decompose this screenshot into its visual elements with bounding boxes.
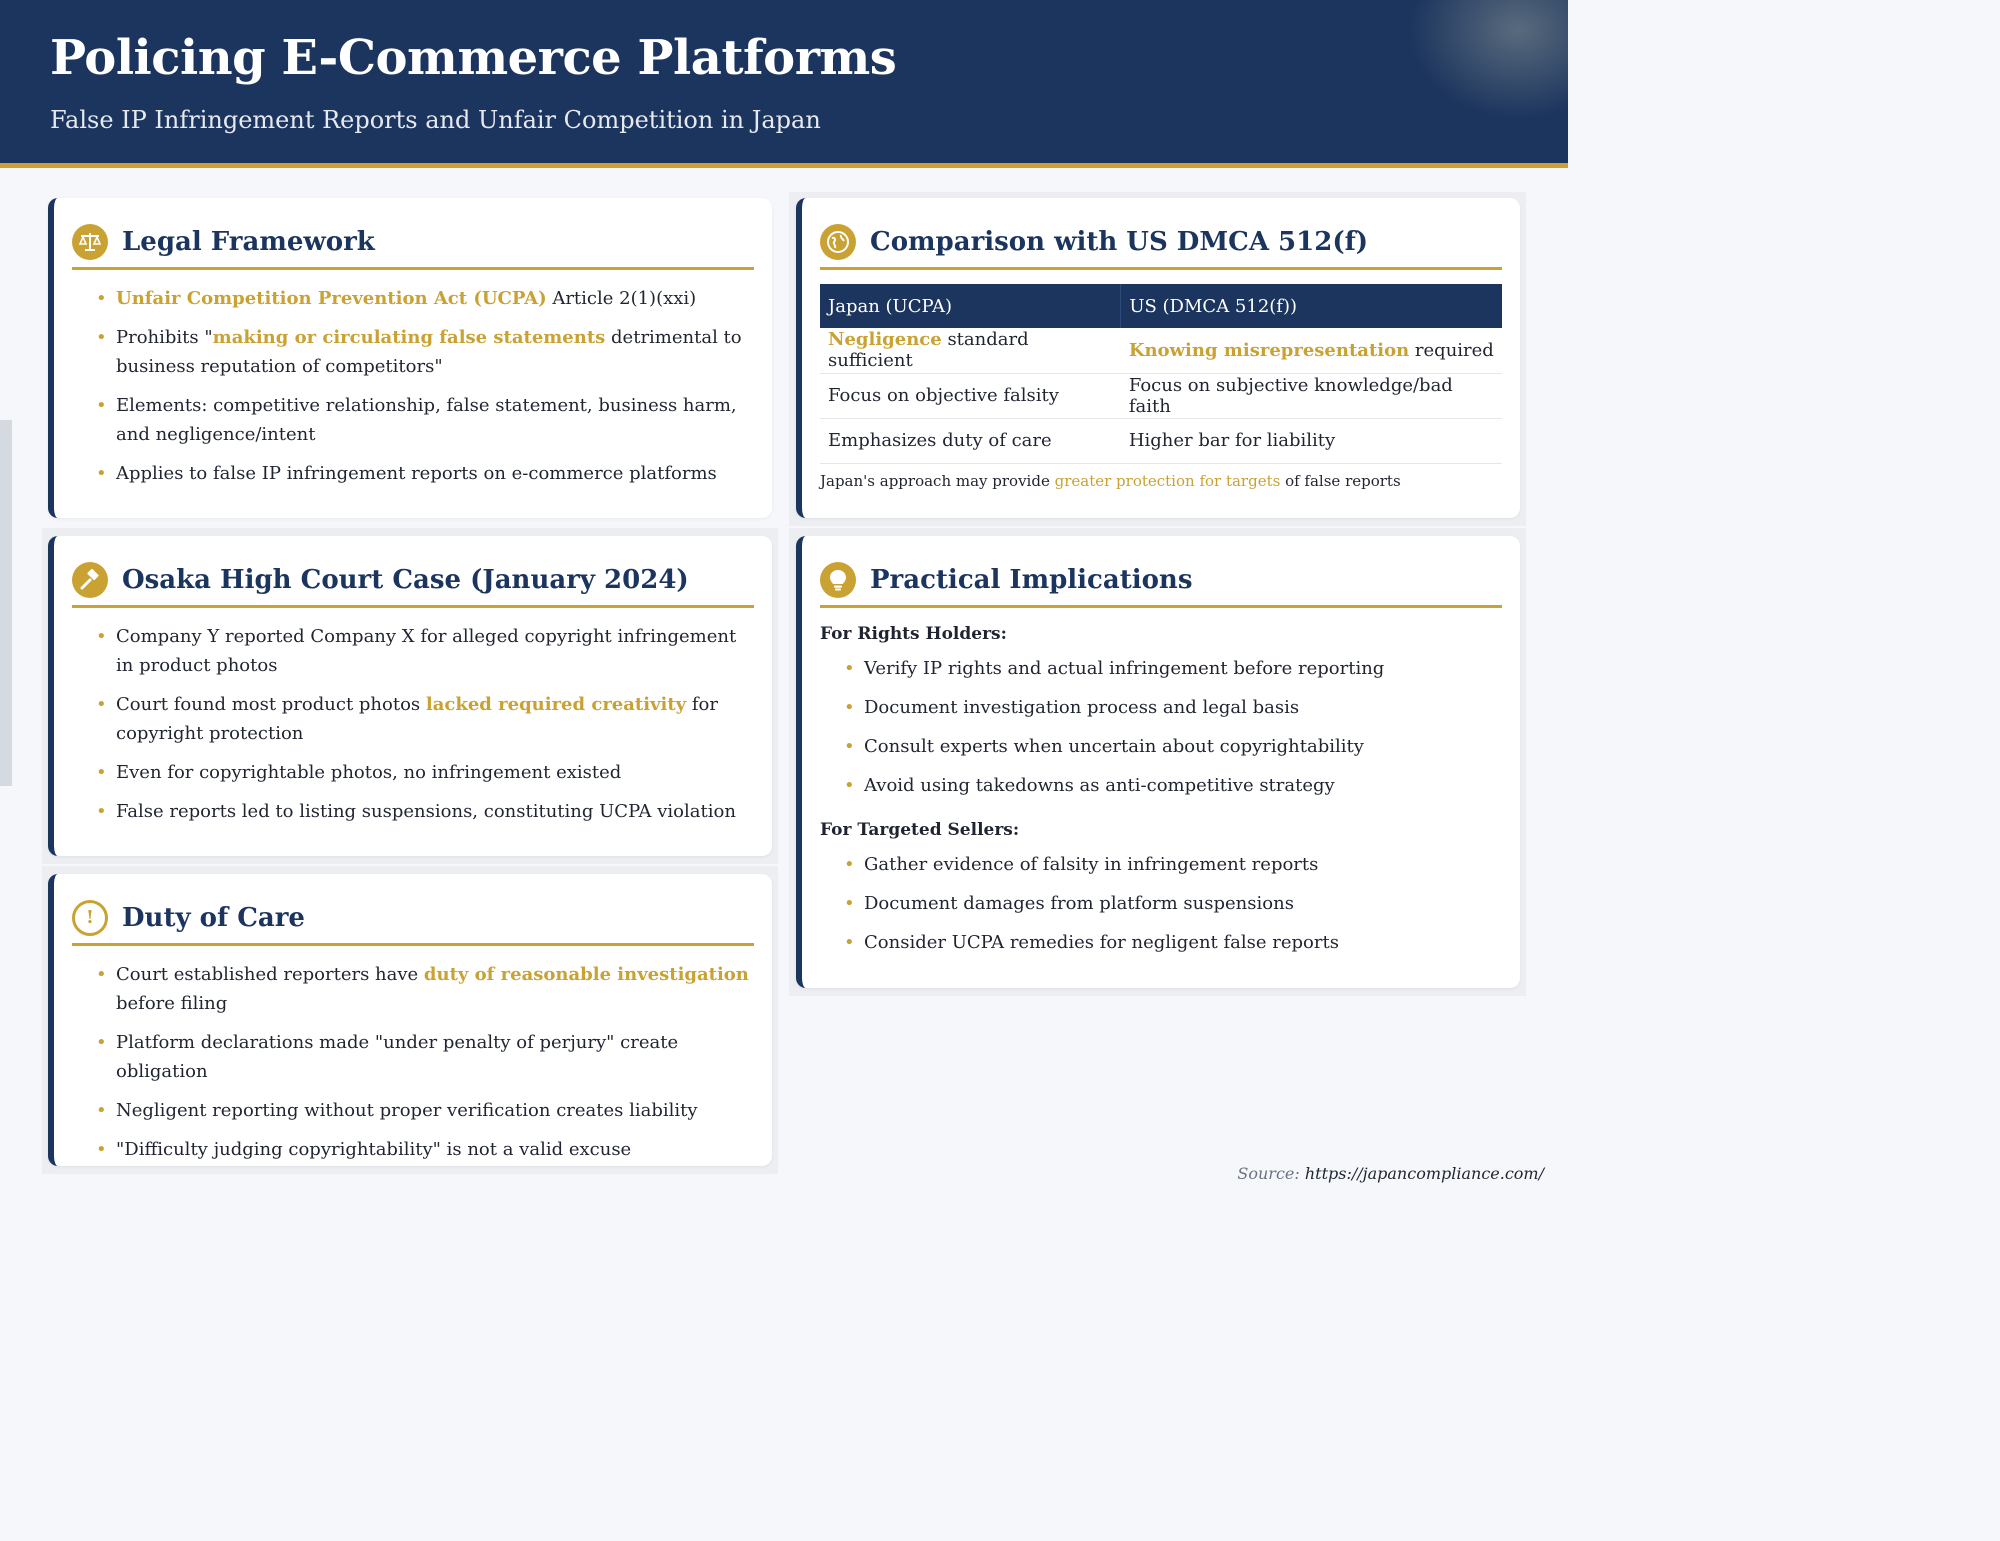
rights-holders-list [844,654,1502,810]
duty-of-care-title: Duty of Care [122,902,305,933]
table-cell: Knowing misrepresentation required [1121,328,1502,373]
duty-of-care-card [48,874,772,1166]
list-item: • Document damages from platform suspensions [844,889,1502,918]
list-item: • False reports led to listing suspensions, constituting UCPA violation [96,797,754,826]
list-item: • Avoid using takedowns as anti-competitive strategy [844,771,1502,800]
page-subtitle: False IP Infringement Reports and Unfair Competition in Japan [50,106,821,134]
comparison-header [820,216,1502,270]
source-link[interactable]: https://japancompliance.com/ [1304,1164,1544,1183]
scales-icon [72,224,108,260]
list-item: • Company Y reported Company X for alleged copyright infringement in product photos [96,622,754,680]
osaka-case-title: Osaka High Court Case (January 2024) [122,564,689,595]
list-item: • Court found most product photos lacked required creativity for copyright protection [96,690,754,748]
column-header-japan: Japan (UCPA) [820,284,1121,328]
table-header-row [820,284,1502,328]
globe-icon [820,224,856,260]
list-item: • Consult experts when uncertain about copyrightability [844,732,1502,761]
page-header [0,0,1568,168]
table-cell: Emphasizes duty of care [820,418,1121,463]
legal-framework-list [96,284,754,498]
list-item: • Court established reporters have duty of reasonable investigation before filing [96,960,754,1018]
rights-holders-label: For Rights Holders: [820,624,1007,644]
table-cell: Negligence standard sufficient [820,328,1121,373]
comparison-title: Comparison with US DMCA 512(f) [870,226,1369,257]
comparison-card [796,198,1520,518]
list-item: • Negligent reporting without proper verification creates liability [96,1096,754,1125]
list-item: • Platform declarations made "under penalty of perjury" create obligation [96,1028,754,1086]
table-row [820,418,1502,463]
lightbulb-icon [820,562,856,598]
table-cell: Higher bar for liability [1121,418,1502,463]
table-row [820,328,1502,373]
list-item: • Prohibits "making or circulating false statements detrimental to business reputation of competitors" [96,323,754,381]
duty-of-care-list [96,960,754,1174]
list-item: • Elements: competitive relationship, false statement, business harm, and negligence/intent [96,391,754,449]
list-item: • "Difficulty judging copyrightability" is not a valid excuse [96,1135,754,1164]
column-header-us: US (DMCA 512(f)) [1121,284,1502,328]
source-label: Source: [1237,1164,1305,1183]
practical-implications-card [796,536,1520,988]
osaka-case-card [48,536,772,856]
table-cell: Focus on subjective knowledge/bad faith [1121,373,1502,418]
gavel-icon [72,562,108,598]
list-item: • Gather evidence of falsity in infringement reports [844,850,1502,879]
osaka-case-header [72,554,754,608]
targeted-sellers-list [844,850,1502,967]
list-item: • Applies to false IP infringement reports on e-commerce platforms [96,459,754,488]
page-title: Policing E-Commerce Platforms [50,30,897,86]
list-item: • Document investigation process and legal basis [844,693,1502,722]
comparison-table [820,284,1502,464]
exclamation-icon: ! [72,900,108,936]
list-item: • Unfair Competition Prevention Act (UCPA) Article 2(1)(xxi) [96,284,754,313]
table-cell: Focus on objective falsity [820,373,1121,418]
legal-framework-card [48,198,772,518]
osaka-case-list [96,622,754,836]
comparison-note: Japan's approach may provide greater protection for targets of false reports [820,472,1401,490]
table-row [820,373,1502,418]
list-item: • Verify IP rights and actual infringement before reporting [844,654,1502,683]
header-glow [1408,0,1568,120]
practical-implications-title: Practical Implications [870,564,1193,595]
legal-framework-header [72,216,754,270]
practical-implications-header [820,554,1502,608]
list-item: • Even for copyrightable photos, no infringement existed [96,758,754,787]
targeted-sellers-label: For Targeted Sellers: [820,820,1020,840]
legal-framework-title: Legal Framework [122,226,375,257]
left-edge-strip [0,420,12,786]
source-citation [1237,1164,1544,1183]
list-item: • Consider UCPA remedies for negligent false reports [844,928,1502,957]
duty-of-care-header [72,892,754,946]
